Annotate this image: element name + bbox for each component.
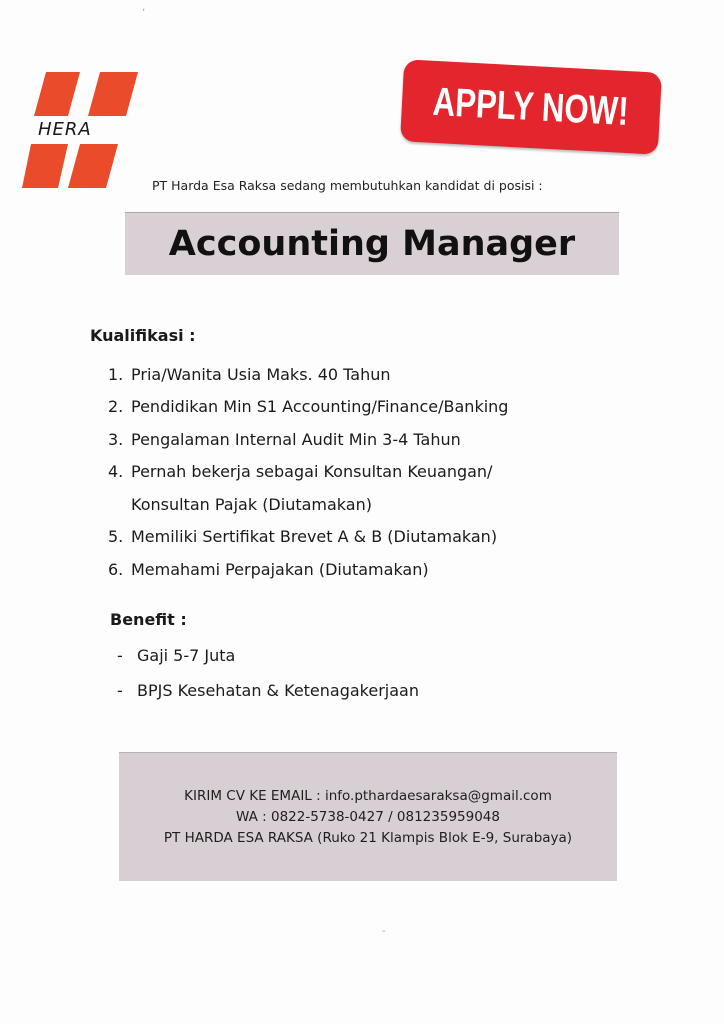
list-item	[108, 391, 668, 424]
item-text: Memahami Perpajakan (Diutamakan)	[131, 559, 429, 579]
item-number: 6.	[108, 559, 124, 579]
bullet-dash: -	[117, 646, 123, 665]
item-number: 5.	[108, 527, 124, 547]
qualifications-heading: Kualifikasi :	[90, 326, 196, 345]
position-title-box	[125, 212, 619, 275]
qualifications-list	[108, 358, 668, 586]
bullet-dash: -	[117, 681, 123, 700]
list-item	[108, 553, 668, 586]
apply-now-badge	[400, 59, 662, 154]
list-item	[108, 358, 668, 391]
item-text: Memiliki Sertifikat Brevet A & B (Diutamakan)	[131, 527, 498, 547]
intro-text: PT Harda Esa Raksa sedang membutuhkan kandidat di posisi :	[152, 178, 543, 193]
benefit-heading: Benefit :	[110, 610, 187, 629]
list-item	[108, 456, 668, 489]
scan-speck: ʼ	[142, 8, 146, 19]
item-text: Pernah bekerja sebagai Konsultan Keuangan/	[131, 462, 493, 482]
item-number: 3.	[108, 429, 124, 449]
logo-text: HERA	[38, 119, 92, 140]
item-number: 1.	[108, 364, 124, 384]
item-text: Pria/Wanita Usia Maks. 40 Tahun	[131, 364, 391, 384]
position-title: Accounting Manager	[168, 224, 576, 264]
scan-speck: ‐	[382, 926, 386, 937]
list-item	[117, 638, 617, 673]
item-continuation: Konsultan Pajak (Diutamakan)	[131, 494, 372, 514]
item-text: Gaji 5-7 Juta	[137, 646, 236, 665]
apply-now-label: APPLY NOW!	[432, 79, 630, 134]
list-item	[108, 521, 668, 554]
contact-address-line: PT HARDA ESA RAKSA (Ruko 21 Klampis Blok E-9, Surabaya)	[163, 829, 573, 846]
list-item	[117, 673, 617, 708]
list-item	[108, 423, 668, 456]
benefit-list	[117, 638, 617, 708]
contact-wa-line: WA : 0822-5738-0427 / 081235959048	[236, 808, 500, 825]
item-text: Pendidikan Min S1 Accounting/Finance/Banking	[131, 397, 509, 417]
contact-box	[119, 752, 617, 881]
item-text: Pengalaman Internal Audit Min 3-4 Tahun	[131, 429, 461, 449]
item-number: 2.	[108, 397, 124, 417]
contact-email-line: KIRIM CV KE EMAIL : info.pthardaesaraksa@gmail.com	[184, 787, 552, 804]
item-number: 4.	[108, 462, 124, 482]
item-text: BPJS Kesehatan & Ketenagakerjaan	[137, 681, 419, 700]
